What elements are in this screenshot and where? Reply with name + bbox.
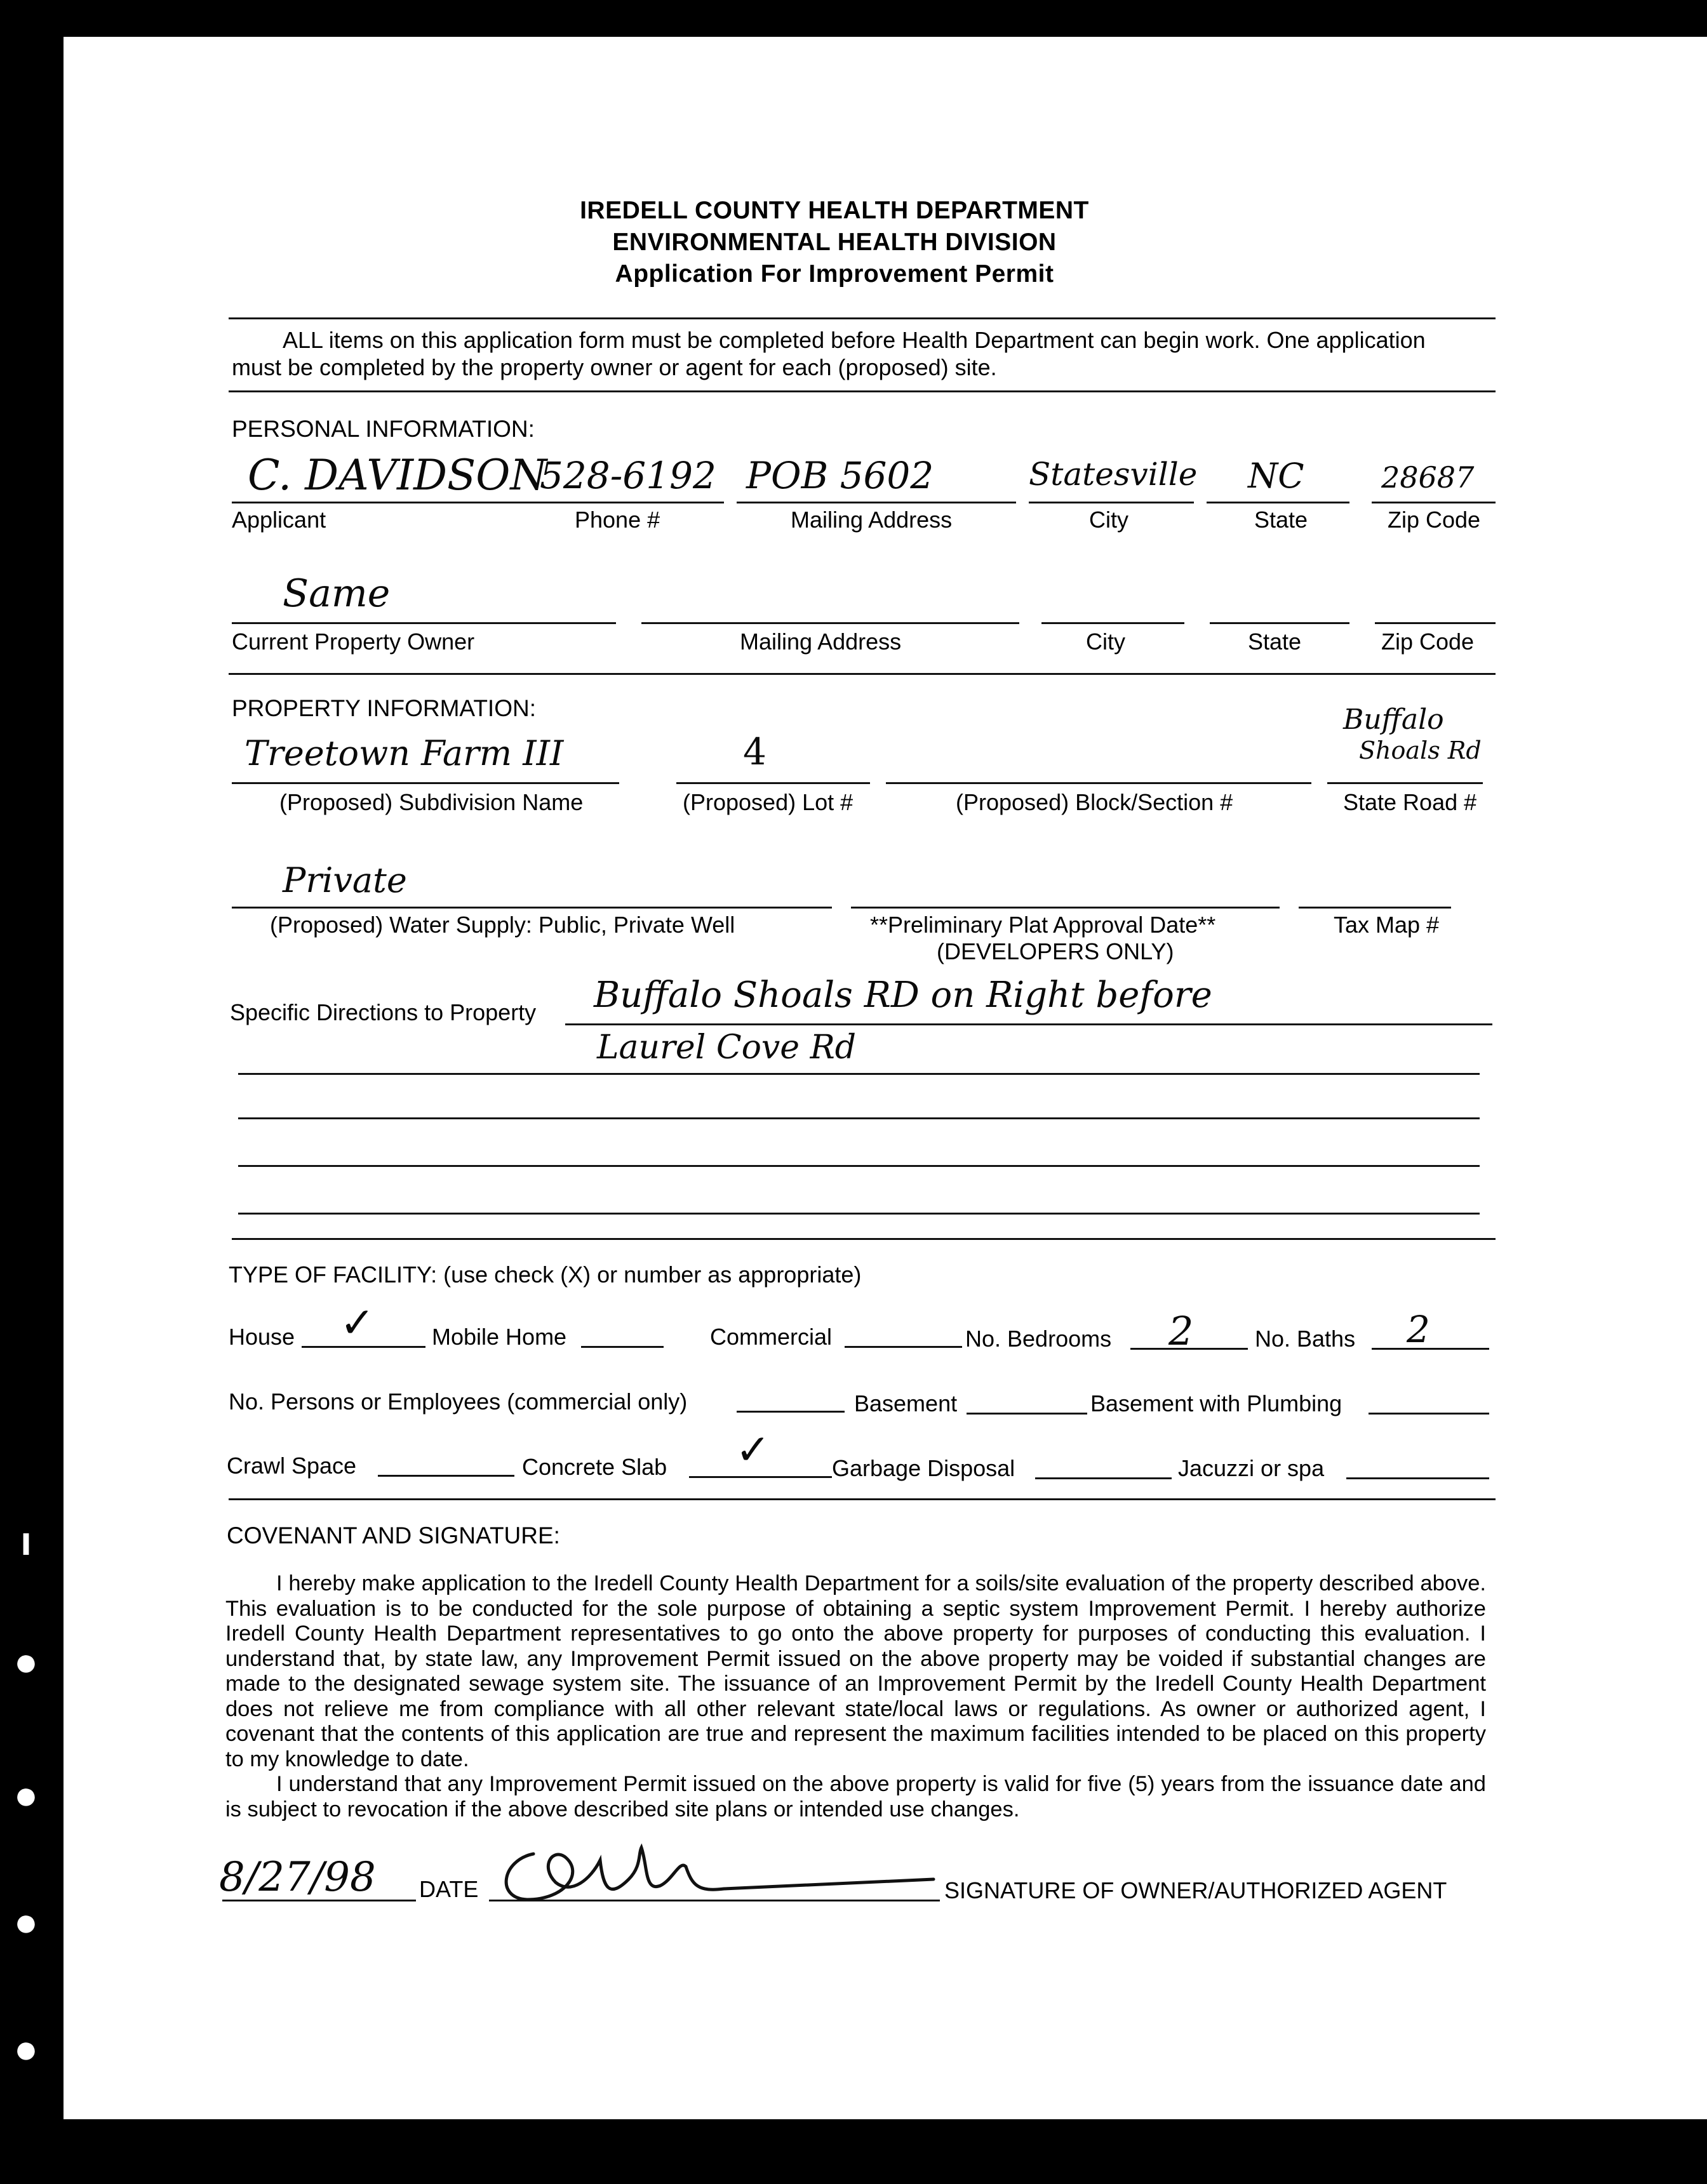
baths-line: [1372, 1348, 1489, 1350]
crawl-label: Crawl Space: [227, 1453, 357, 1479]
road-value-2[interactable]: Shoals Rd: [1359, 736, 1482, 764]
margin-mark: ı: [20, 1518, 32, 1564]
jacuzzi-line: [1346, 1477, 1489, 1479]
plat-line: [851, 907, 1280, 909]
subdivision-value[interactable]: Treetown Farm III: [244, 733, 564, 773]
phone-value[interactable]: 528-6192: [540, 454, 716, 497]
directions-line-5: [238, 1213, 1480, 1215]
owner-city-label: City: [1086, 629, 1125, 655]
jacuzzi-label: Jacuzzi or spa: [1178, 1455, 1325, 1481]
slab-line: [689, 1476, 832, 1478]
slab-label: Concrete Slab: [522, 1454, 667, 1480]
directions-value-1[interactable]: Buffalo Shoals RD on Right before: [594, 975, 1212, 1016]
bedrooms-value[interactable]: 2: [1168, 1308, 1194, 1354]
persons-label: No. Persons or Employees (commercial only): [229, 1388, 688, 1415]
city-line: [1029, 502, 1194, 503]
directions-line-4: [238, 1165, 1480, 1167]
mailing-line: [737, 502, 1016, 503]
water-label: (Proposed) Water Supply: Public, Private Well: [270, 912, 735, 938]
header-line-2: ENVIRONMENTAL HEALTH DIVISION: [612, 229, 1057, 256]
crawl-line: [378, 1475, 514, 1477]
baths-value[interactable]: 2: [1407, 1308, 1430, 1351]
persons-line: [737, 1411, 845, 1413]
city-label: City: [1089, 507, 1128, 533]
mailing-value[interactable]: POB 5602: [746, 454, 934, 497]
intro-line-2: must be completed by the property owner or agent for each (proposed) site.: [232, 354, 997, 380]
owner-state-line: [1210, 622, 1349, 624]
directions-value-2[interactable]: Laurel Cove Rd: [597, 1029, 857, 1067]
covenant-paragraph-1: I hereby make application to the Iredell County Health Department for a soils/site evaluation of the property described above. This evaluation is to be conducted for the sole purpose of obtaining a septic system Improvement Permit. I hereby authorize Iredell County Health Department representatives to go onto the above property for purposes of conducting this evaluation. I understand that, by state law, any Improvement Permit issued on the above property may be voided if substantial changes are made to the designated sewage system site. The issuance of an Improvement Permit by the Iredell County Health Department does not relieve me from compliance with all other relevant state/local laws or regulations. As owner or authorized agent, I covenant that the contents of this application are true and represent the maximum facilities intended to be placed on this property to my knowledge to date.: [225, 1571, 1486, 1771]
covenant-text: [225, 1571, 1486, 1822]
margin-mark: ●: [13, 2026, 39, 2072]
commercial-line: [845, 1346, 962, 1348]
subdivision-label: (Proposed) Subdivision Name: [279, 789, 584, 815]
mailing-label: Mailing Address: [791, 507, 953, 533]
owner-city-line: [1041, 622, 1184, 624]
divider: [229, 317, 1496, 319]
plat-label-developers: (DEVELOPERS ONLY): [937, 938, 1174, 964]
basement-line: [967, 1413, 1087, 1415]
taxmap-line: [1299, 907, 1451, 909]
state-label: State: [1254, 507, 1308, 533]
plat-label: **Preliminary Plat Approval Date**: [870, 912, 1216, 938]
margin-mark: ●: [13, 1899, 39, 1945]
taxmap-label: Tax Map #: [1334, 912, 1440, 938]
mobile-line: [581, 1346, 664, 1348]
phone-line: [533, 502, 724, 503]
divider: [229, 673, 1496, 675]
zip-label: Zip Code: [1388, 507, 1481, 533]
directions-line-2: [238, 1073, 1480, 1075]
lot-line: [676, 782, 870, 784]
applicant-line: [232, 502, 533, 503]
header-line-1: IREDELL COUNTY HEALTH DEPARTMENT: [580, 197, 1089, 224]
road-line: [1327, 782, 1483, 784]
margin-mark: ●: [13, 1639, 39, 1684]
owner-mailing-line: [641, 622, 1019, 624]
basement-plumbing-line: [1369, 1413, 1489, 1415]
commercial-label: Commercial: [710, 1324, 833, 1350]
covenant-section-title: COVENANT AND SIGNATURE:: [227, 1522, 560, 1548]
owner-line: [232, 622, 616, 624]
directions-label: Specific Directions to Property: [230, 999, 537, 1025]
road-label: State Road #: [1343, 789, 1477, 815]
state-line: [1207, 502, 1349, 503]
water-value[interactable]: Private: [283, 860, 407, 900]
basement-plumbing-label: Basement with Plumbing: [1090, 1390, 1342, 1416]
applicant-label: Applicant: [232, 507, 326, 533]
header-title: Application For Improvement Permit: [615, 260, 1054, 288]
divider: [229, 390, 1496, 392]
property-section-title: PROPERTY INFORMATION:: [232, 695, 536, 721]
owner-mailing-label: Mailing Address: [740, 629, 902, 655]
zip-value[interactable]: 28687: [1381, 460, 1475, 495]
subdivision-line: [232, 782, 619, 784]
house-label: House: [229, 1324, 295, 1350]
lot-label: (Proposed) Lot #: [683, 789, 854, 815]
intro-line-1: ALL items on this application form must be completed before Health Department can begin work. One application: [283, 327, 1426, 353]
divider: [229, 1498, 1496, 1500]
margin-mark: ●: [13, 1772, 39, 1818]
owner-state-label: State: [1248, 629, 1302, 655]
house-value[interactable]: ✓: [340, 1298, 375, 1347]
block-label: (Proposed) Block/Section #: [956, 789, 1233, 815]
city-value[interactable]: Statesville: [1029, 456, 1198, 493]
owner-zip-line: [1375, 622, 1496, 624]
date-line: [222, 1900, 416, 1901]
phone-label: Phone #: [575, 507, 660, 533]
lot-value[interactable]: 4: [743, 730, 766, 773]
owner-value[interactable]: Same: [283, 571, 391, 616]
directions-line-1: [565, 1023, 1492, 1025]
signature-image: [495, 1828, 940, 1911]
owner-zip-label: Zip Code: [1381, 629, 1475, 655]
basement-label: Basement: [854, 1390, 958, 1416]
date-value[interactable]: 8/27/98: [219, 1854, 376, 1901]
bedrooms-label: No. Bedrooms: [965, 1326, 1112, 1352]
divider: [232, 1238, 1496, 1240]
mobile-label: Mobile Home: [432, 1324, 567, 1350]
garbage-line: [1035, 1477, 1172, 1479]
road-value-1[interactable]: Buffalo: [1343, 703, 1444, 736]
block-line: [886, 782, 1311, 784]
water-line: [232, 907, 832, 909]
signature-label: SIGNATURE OF OWNER/AUTHORIZED AGENT: [944, 1877, 1447, 1903]
slab-value[interactable]: ✓: [735, 1425, 771, 1474]
garbage-label: Garbage Disposal: [832, 1455, 1015, 1481]
facility-section-title: TYPE OF FACILITY: (use check (X) or number as appropriate): [229, 1262, 862, 1288]
covenant-paragraph-2: I understand that any Improvement Permit issued on the above property is valid for five (5) years from the issuance date and is subject to revocation if the above described site plans or intended use changes.: [225, 1772, 1486, 1821]
owner-label: Current Property Owner: [232, 629, 475, 655]
personal-section-title: PERSONAL INFORMATION:: [232, 416, 535, 442]
date-label: DATE: [419, 1876, 479, 1902]
zip-line: [1372, 502, 1496, 503]
state-value[interactable]: NC: [1248, 456, 1304, 496]
baths-label: No. Baths: [1255, 1326, 1356, 1352]
applicant-value[interactable]: C. DAVIDSON: [248, 451, 547, 500]
directions-line-3: [238, 1117, 1480, 1119]
